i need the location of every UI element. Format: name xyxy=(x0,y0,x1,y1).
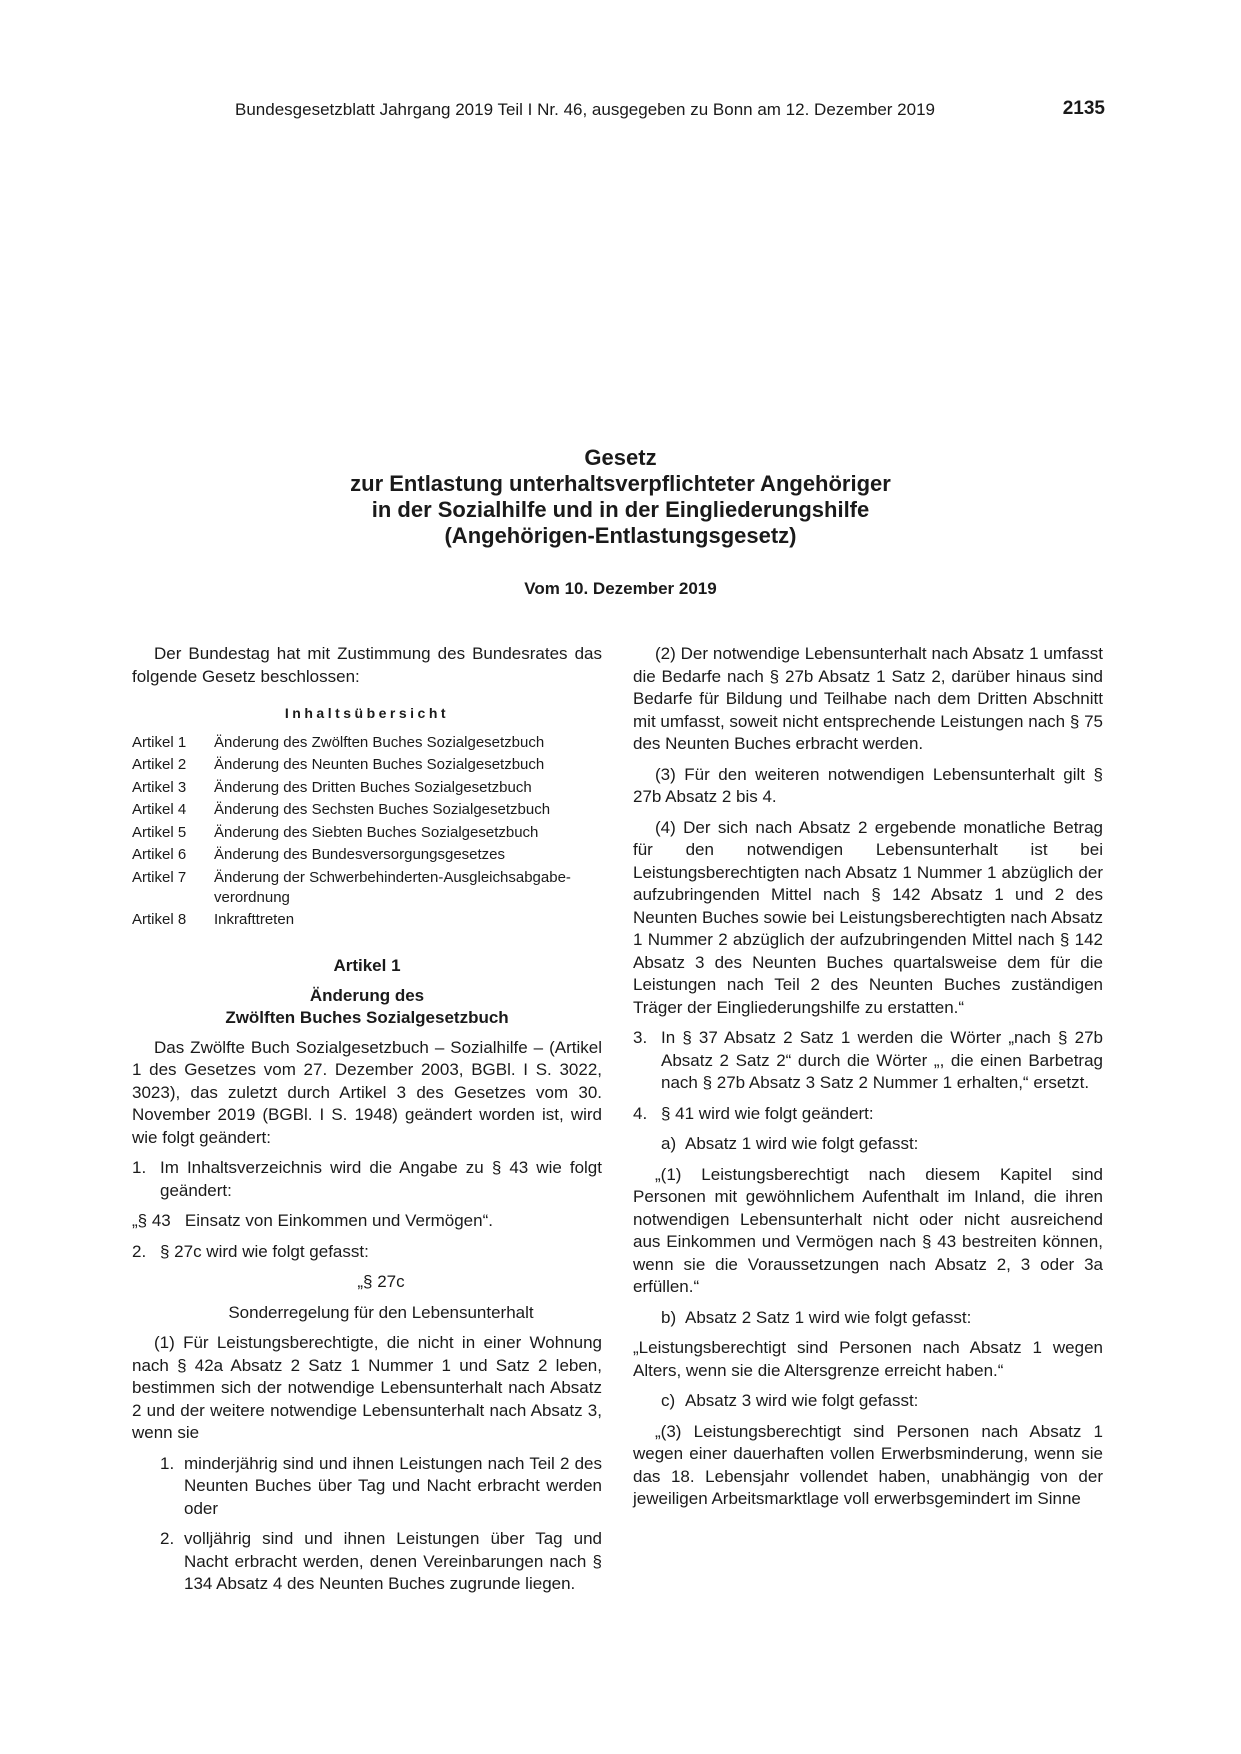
toc-row xyxy=(132,800,602,820)
page-number: 2135 xyxy=(1062,98,1105,119)
toc-number: Artikel 2 xyxy=(132,756,187,773)
item-text: Absatz 1 wird wie folgt gefasst: xyxy=(685,1134,919,1153)
toc-text: Änderung des Neunten Buches Sozialgesetzbuch xyxy=(214,756,545,773)
toc-row xyxy=(132,733,602,753)
toc-text: Inkrafttreten xyxy=(214,911,295,928)
toc-text: Änderung des Zwölften Buches Sozialgesetzbuch xyxy=(214,733,545,751)
toc-number: Artikel 3 xyxy=(132,778,187,796)
article-title-line-2: Zwölften Buches Sozialgesetzbuch xyxy=(225,1007,509,1027)
toc-text: Änderung des Siebten Buches Sozialgesetzbuch xyxy=(214,823,539,841)
item-text: In § 37 Absatz 2 Satz 1 werden die Wörter „nach § 27b Absatz 2 Satz 2“ durch die Wörter „, die einen Barbetrag nach § 27b Absatz 3 Satz 2 Nummer 1 erhalten,“ ersetzt. xyxy=(661,1028,1103,1092)
item-text: Absatz 2 Satz 1 wird wie folgt gefasst: xyxy=(685,1307,972,1327)
item-text: Im Inhaltsverzeichnis wird die Angabe zu § 43 wie folgt geändert: xyxy=(160,1158,602,1200)
toc-text: Änderung des Dritten Buches Sozialgesetzbuch xyxy=(214,778,532,796)
running-head-text: Bundesgesetzblatt Jahrgang 2019 Teil I Nr. 46, ausgegeben zu Bonn am 12. Dezember 2019 xyxy=(235,100,935,119)
item-label: 2. xyxy=(160,1529,175,1548)
title-line-4: (Angehörigen-Entlastungsgesetz) xyxy=(444,523,797,548)
paragraph-abs2: (2) Der notwendige Lebensunterhalt nach Absatz 1 umfasst die Bedarfe nach § 27b Absatz 1 Satz 2, darüber hinaus sind Bedarfe für Bildung und Teilhabe nach dem Dritten Abschnitt mit umfasst, soweit nicht entsprechende Leistungen nach § 75 des Neunten Buches erbracht werden. xyxy=(633,644,1103,753)
list-item xyxy=(633,1103,1103,1126)
item-label: a) xyxy=(661,1134,677,1153)
toc-text: Änderung des Bundesversorgungsgesetzes xyxy=(214,846,506,863)
table-of-contents xyxy=(132,733,602,931)
article-label: Artikel 1 xyxy=(333,955,401,975)
toc-number: Artikel 8 xyxy=(132,911,187,928)
item-text: Absatz 3 wird wie folgt gefasst: xyxy=(685,1391,919,1410)
preamble: Der Bundestag hat mit Zustimmung des Bundesrates das folgende Gesetz beschlossen: xyxy=(132,644,602,686)
paragraph-title: Sonderregelung für den Lebensunterhalt xyxy=(228,1302,534,1322)
toc-row xyxy=(132,910,602,930)
toc-number: Artikel 4 xyxy=(132,801,187,818)
list-item xyxy=(132,1241,602,1264)
item-label: c) xyxy=(661,1391,676,1410)
toc-text: Änderung des Sechsten Buches Sozialgesetzbuch xyxy=(214,801,551,818)
toc-text: Änderung der Schwerbehinderten-Ausgleichsabgabe-verordnung xyxy=(214,868,571,906)
paragraph-abs3: (3) Für den weiteren notwendigen Lebensunterhalt gilt § 27b Absatz 2 bis 4. xyxy=(633,764,1103,806)
list-item xyxy=(633,1027,1103,1095)
toc-row xyxy=(132,823,602,843)
item-label: 1. xyxy=(160,1453,175,1473)
item-label: 4. xyxy=(633,1103,648,1123)
left-column xyxy=(132,643,602,1604)
toc-row xyxy=(132,755,602,775)
law-title xyxy=(0,445,1241,549)
article-title-line-1: Änderung des xyxy=(309,985,425,1005)
toc-number: Artikel 1 xyxy=(132,733,187,751)
list-item xyxy=(661,1390,1103,1413)
article-intro: Das Zwölfte Buch Sozialgesetzbuch – Sozialhilfe – (Artikel 1 des Gesetzes vom 27. Dezember 2003, BGBl. I S. 3022, 3023), das zuletzt durch Artikel 3 des Gesetzes vom 30. November 2019 (BGBl. I S. 1948) geändert worden ist, wird wie folgt geändert: xyxy=(132,1037,602,1147)
right-column xyxy=(633,643,1103,1511)
toc-heading: Inhaltsübersicht xyxy=(284,705,450,721)
list-item xyxy=(160,1453,602,1521)
quoted-text: „Leistungsberechtigt sind Personen nach Absatz 1 wegen Alters, wenn sie die Altersgrenze erreicht haben.“ xyxy=(633,1338,1103,1380)
paragraph-abs4: (4) Der sich nach Absatz 2 ergebende monatliche Betrag für den notwendigen Lebensunterhalt ist bei Leistungsberechtigten nach Absatz 1 Nummer 1 abzüglich der aufzubringenden Mittel nach § 142 Absatz 1 und 2 des Neunten Buches sowie bei Leistungsberechtigten nach Absatz 1 Nummer 2 abzüglich der aufzubringenden Mittel nach § 142 Absatz 3 des Neunten Buches quartalsweise dem für die Leistungen nach Teil 2 des Neunten Buches zuständigen Träger der Eingliederungshilfe zu erstatten.“ xyxy=(633,817,1103,1017)
item-text: minderjährig sind und ihnen Leistungen nach Teil 2 des Neunten Buches über Tag und Nacht erbracht werden oder xyxy=(184,1453,602,1518)
toc-number: Artikel 5 xyxy=(132,823,187,841)
item-label: 1. xyxy=(132,1158,147,1177)
title-line-1: Gesetz xyxy=(584,445,657,470)
toc-row xyxy=(132,868,602,908)
item-label: b) xyxy=(661,1307,677,1327)
list-item xyxy=(132,1157,602,1202)
law-date: Vom 10. Dezember 2019 xyxy=(524,579,717,598)
item-text: volljährig sind und ihnen Leistungen über Tag und Nacht erbracht werden, denen Vereinbarungen nach § 134 Absatz 4 des Neunten Buches zugrunde liegen. xyxy=(184,1529,602,1593)
list-item xyxy=(661,1307,1103,1330)
item-label: 2. xyxy=(132,1241,147,1261)
quoted-text: „(1) Leistungsberechtigt nach diesem Kapitel sind Personen mit gewöhnlichem Aufenthalt im Inland, die ihren notwendigen Lebensunterhalt nicht oder nicht ausreichend aus Einkommen und Vermögen nach § 43 bestreiten können, wenn sie die Voraussetzungen nach Absatz 2, 3 oder 3a erfüllen.“ xyxy=(633,1164,1103,1296)
running-header xyxy=(235,100,1105,124)
item-text: § 41 wird wie folgt geändert: xyxy=(661,1103,874,1123)
toc-number: Artikel 7 xyxy=(132,868,187,886)
list-item xyxy=(661,1133,1103,1156)
quoted-text: „§ 43 Einsatz von Einkommen und Vermögen“. xyxy=(132,1211,493,1230)
toc-row xyxy=(132,845,602,865)
title-line-3: in der Sozialhilfe und in der Eingliederungshilfe xyxy=(371,497,870,522)
quoted-text: „(3) Leistungsberechtigt sind Personen nach Absatz 1 wegen einer dauerhaften vollen Erwerbsminderung, wenn sie das 18. Lebensjahr vollendet haben, unabhängig von der jeweiligen Arbeitsmarktlage voll erwerbsgemindert im Sinne xyxy=(633,1421,1103,1508)
paragraph-abs1: (1) Für Leistungsberechtigte, die nicht in einer Wohnung nach § 42a Absatz 2 Satz 1 Nummer 1 und Satz 2 leben, bestimmen sich der notwendige Lebensunterhalt nach Absatz 2 und der weitere notwendige Lebensunterhalt nach Absatz 3, wenn sie xyxy=(132,1333,602,1442)
toc-number: Artikel 6 xyxy=(132,846,187,863)
title-line-2: zur Entlastung unterhaltsverpflichteter Angehöriger xyxy=(350,471,891,496)
item-label: 3. xyxy=(633,1028,648,1047)
toc-row xyxy=(132,778,602,798)
list-item xyxy=(160,1528,602,1596)
paragraph-number: „§ 27c xyxy=(357,1272,405,1291)
item-text: § 27c wird wie folgt gefasst: xyxy=(160,1241,369,1261)
